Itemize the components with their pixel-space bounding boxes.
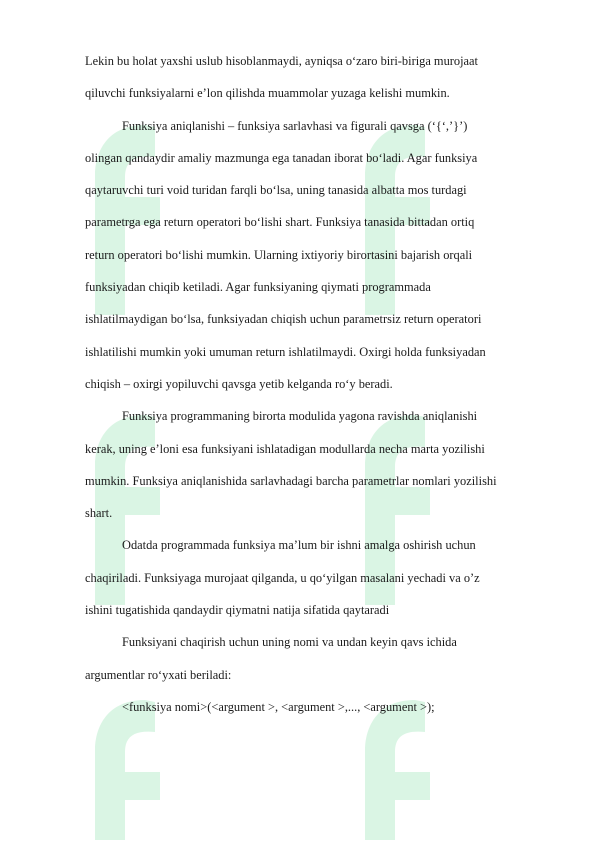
text-line: qiluvchi funksiyalarni e’lon qilishda muammolar yuzaga kelishi mumkin.: [85, 86, 450, 101]
text-line: chaqiriladi. Funksiyaga murojaat qilganda, u qo‘yilgan masalani yechadi va o’z: [85, 570, 480, 585]
text-line: Funksiya aniqlanishi – funksiya sarlavhasi va figurali qavsga (‘{‘,’}’): [122, 118, 468, 133]
text-line: parametrga ega return operatori bo‘lishi shart. Funksiya tanasida bittadan ortiq: [85, 215, 475, 230]
document-body: [85, 53, 556, 731]
text-line: ishlatilmaydigan bo‘lsa, funksiyadan chiqish uchun parametrsiz return operatori: [85, 312, 482, 327]
text-line: Odatda programmada funksiya ma’lum bir ishni amalga oshirish uchun: [122, 538, 476, 553]
text-line: return operatori bo‘lishi mumkin. Ularning ixtiyoriy birortasini bajarish orqali: [85, 247, 473, 262]
text-line: ishlatilishi mumkin yoki umuman return ishlatilmaydi. Oxirgi holda funksiyadan: [85, 344, 486, 359]
text-line: funksiyadan chiqib ketiladi. Agar funksiyaning qiymati programmada: [85, 280, 431, 295]
text-line: Funksiyani chaqirish uchun uning nomi va undan keyin qavs ichida: [122, 635, 457, 650]
text-line: olingan qandaydir amaliy mazmunga ega tanadan iborat bo‘ladi. Agar funksiya: [85, 150, 478, 165]
text-line: <funksiya nomi>(<argument >, <argument >,..., <argument >);: [122, 699, 435, 714]
text-line: Funksiya programmaning birorta modulida yagona ravishda aniqlanishi: [122, 409, 478, 424]
text-line: ishini tugatishida qandaydir qiymatni natija sifatida qaytaradi: [85, 603, 390, 618]
text-line: kerak, uning e’loni esa funksiyani ishlatadigan modullarda necha marta yozilishi: [85, 441, 485, 456]
text-line: qaytaruvchi turi void turidan farqli bo‘lsa, uning tanasida albatta mos turdagi: [85, 183, 467, 198]
text-line: Lekin bu holat yaxshi uslub hisoblanmaydi, ayniqsa o‘zaro biri-biriga murojaat: [85, 54, 478, 68]
text-line: chiqish – oxirgi yopiluvchi qavsga yetib kelganda ro‘y beradi.: [85, 376, 393, 391]
text-line: mumkin. Funksiya aniqlanishida sarlavhadagi barcha parametrlar nomlari yozilishi: [85, 473, 497, 488]
text-line: shart.: [85, 506, 113, 521]
text-line: argumentlar ro‘yxati beriladi:: [85, 667, 232, 682]
